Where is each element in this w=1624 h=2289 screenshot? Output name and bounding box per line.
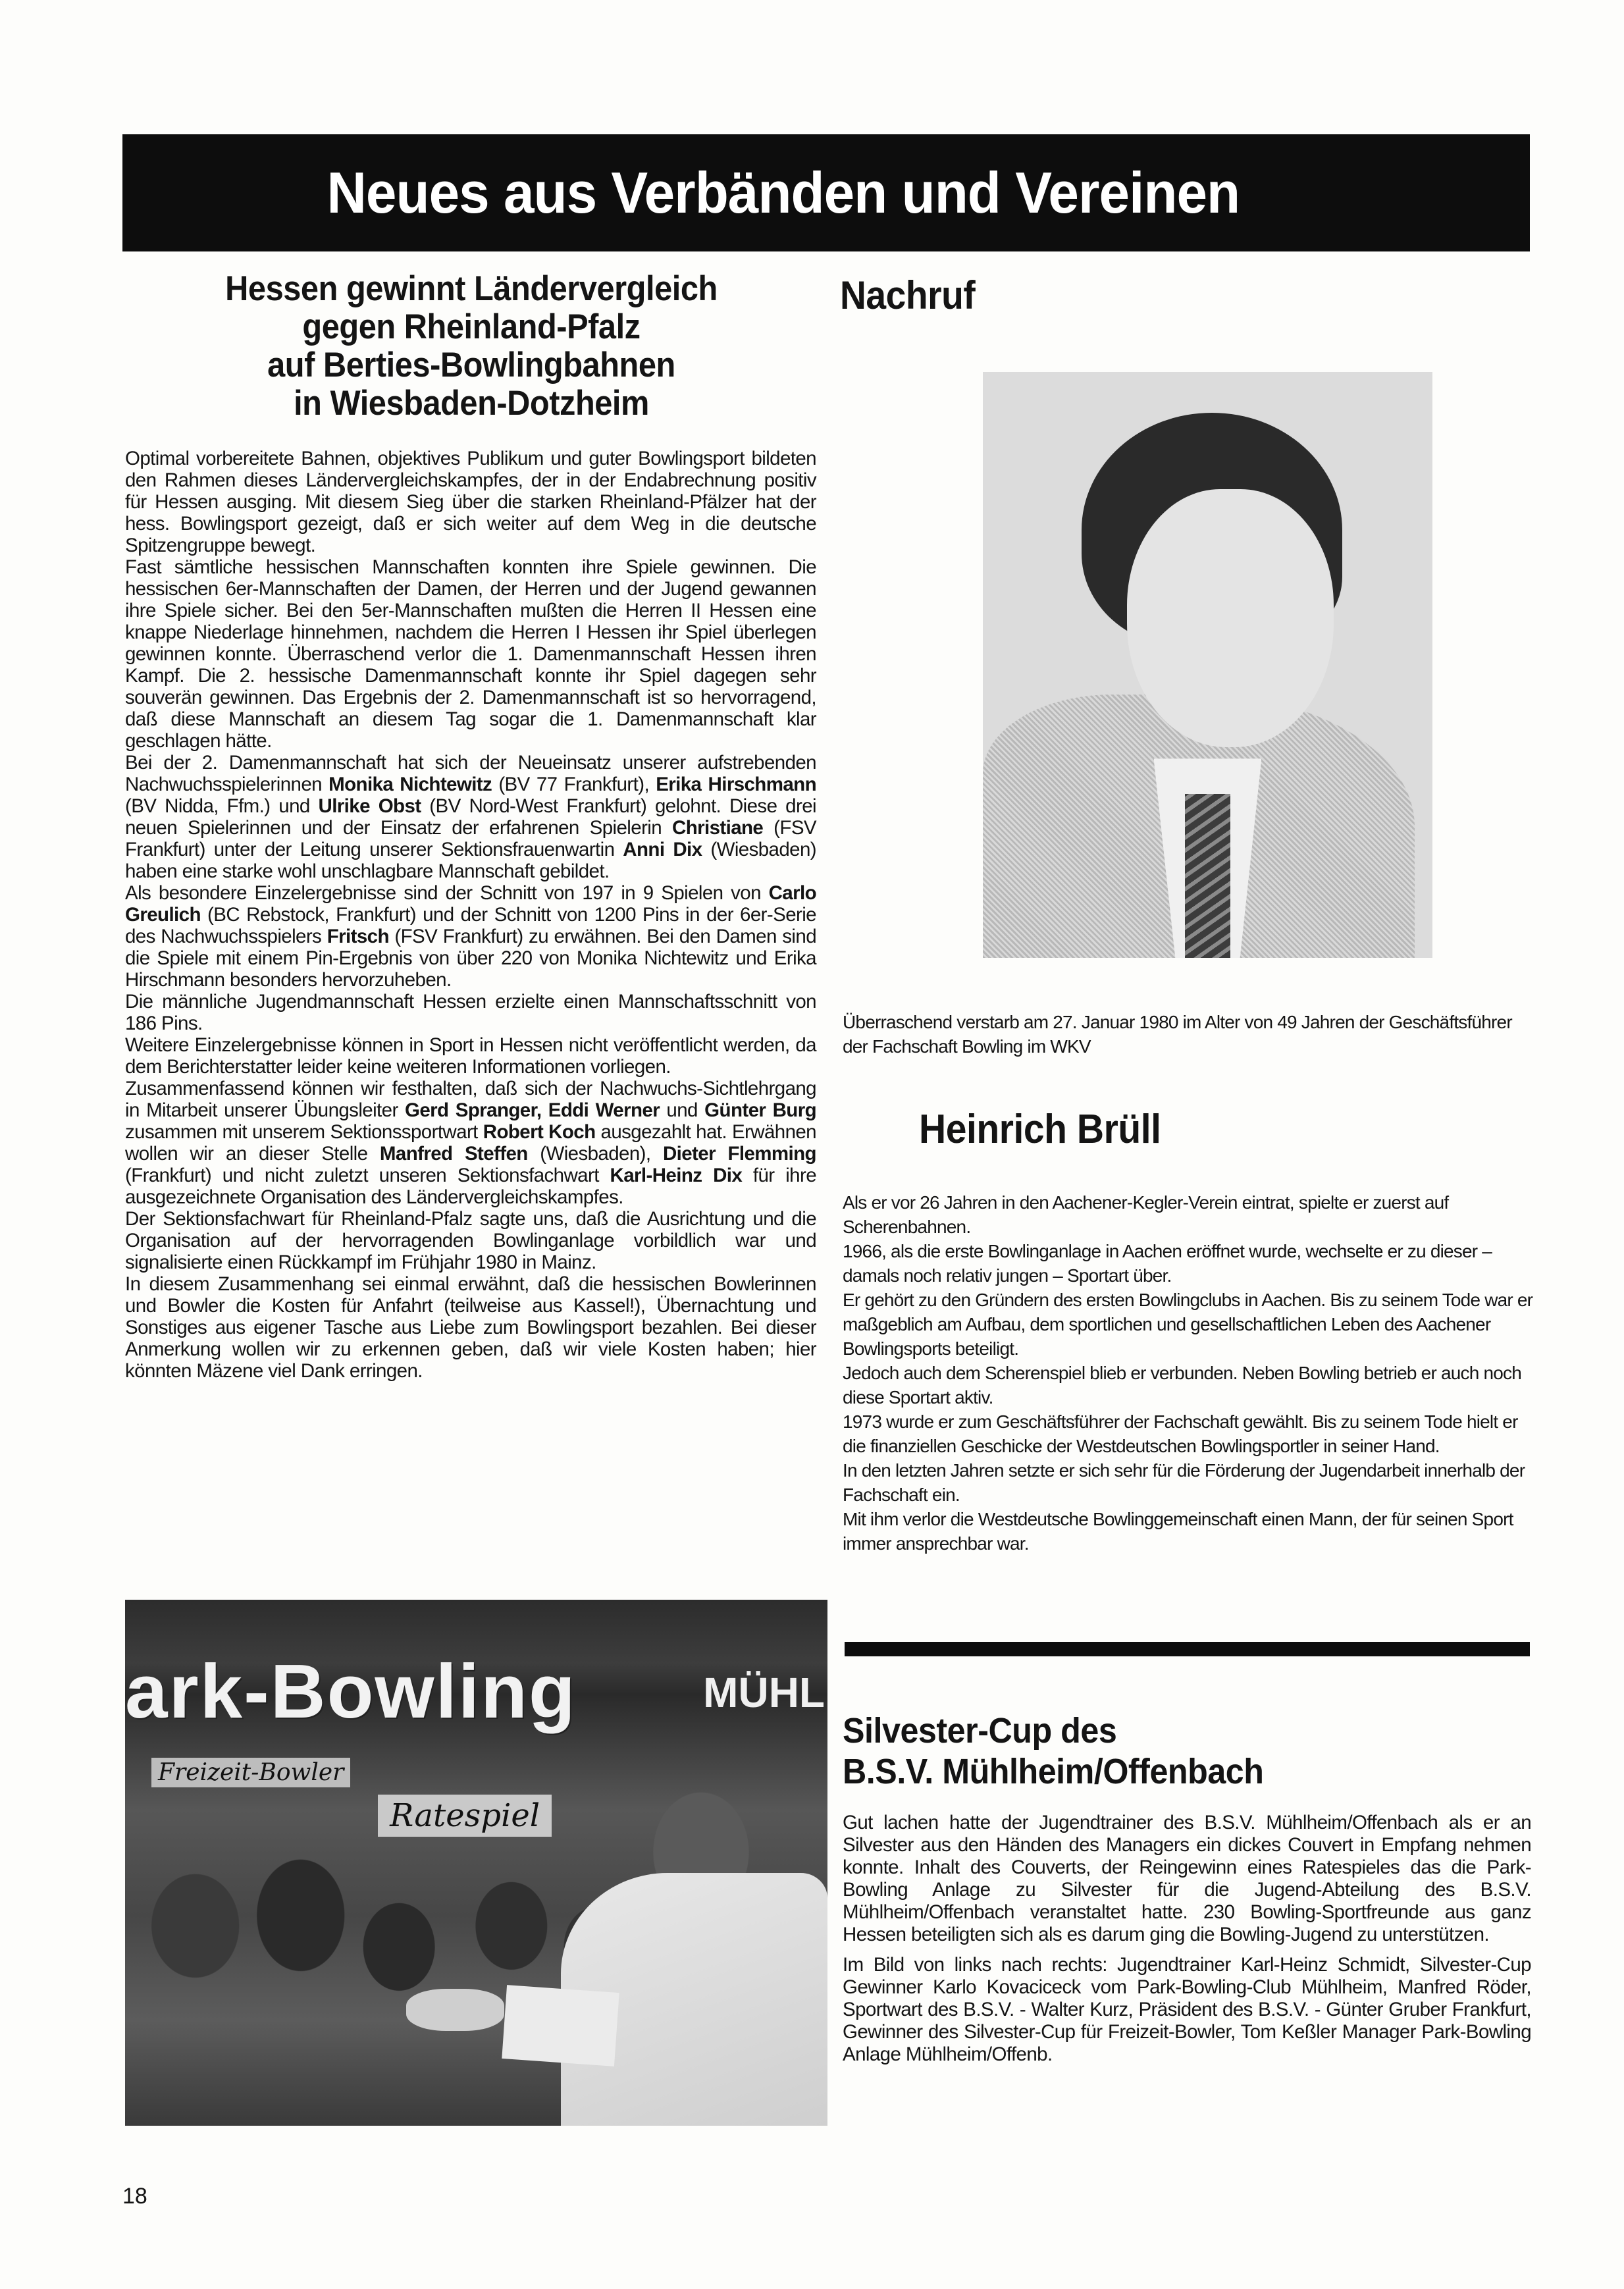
person-name: Karl-Heinz Dix [610,1165,743,1186]
text-run: für ihre ausgezeichnete Organisation des Ländervergleichskampfes. [125,1165,817,1208]
text-run: Optimal vorbereitete Bahnen, objektives Publikum und guter Bowlingsport bildeten den Rahmen dieses Ländervergleichskampfes, der in der Endabrechnung positiv für Hessen ausging. Mit diesem Sieg über die starken Rheinland-Pfälzer hat der hess. Bowlingsport gezeigt, daß er sich weiter auf dem Weg in die deutsche Spitzengruppe bewegt. [125,448,816,556]
photo-sign-muhl: MÜHL [703,1668,825,1716]
silvester-paragraph-photo-caption: Im Bild von links nach rechts: Jugendtrainer Karl-Heinz Schmidt, Silvester-Cup Gewinner Karlo Kovaciceck vom Park-Bowling-Club Mühlheim, Manfred Röder, Sportwart des B.S.V. - Walter Kurz, Präsident des B.S.V. - Günter Gruber Frankfurt, Gewinner des Silvester-Cup für Freizeit-Bowler, Tom Keßler Manager Park-Bowling Anlage Mühlheim/Offenb. [843,1954,1531,2065]
article-paragraph [125,1078,816,1208]
person-name: Erika Hirschmann [656,774,817,795]
person-name: Christiane [671,817,764,839]
person-name: Monika Nichtewitz [328,774,492,795]
text-run: (BC Rebstock, Frankfurt) und der Schnitt von 1200 Pins in der 6er-Serie des Nachwuchsspielers [125,904,816,947]
text-run: (Frankfurt) und nicht zuletzt unseren Sektionsfachwart [125,1165,610,1186]
text-run: Als besondere Einzelergebnisse sind der Schnitt von 197 in 9 Spielen von [125,882,769,904]
text-run: (FSV Frankfurt) zu erwähnen. Bei den Damen sind die Spiele mit einem Pin-Ergebnis von über 220 von Monika Nichtewitz und Erika Hirschmann besonders hervorzuheben. [125,926,816,991]
person-name: Fritsch [327,926,389,947]
text-run: (BV Nidda, Ffm.) und [125,795,319,817]
left-article [122,270,820,423]
obituary-caption: Überraschend verstarb am 27. Januar 1980 im Alter von 49 Jahren der Geschäftsführer der Fachschaft Bowling im WKV [843,1012,1512,1057]
article-paragraph [125,1273,816,1382]
text-run: Die männliche Jugendmannschaft Hessen erzielte einen Mannschaftsschnitt von 186 Pins. [125,991,816,1034]
article-paragraph [125,556,816,752]
obituary-paragraph: Er gehört zu den Gründern des ersten Bowlingclubs in Aachen. Bis zu seinem Tode war er maßgeblich am Aufbau, dem sportlichen und gesellschaftlichen Leben des Aachener Bowlingsports beteiligt. [843,1290,1533,1359]
page-number: 18 [122,2184,147,2209]
obituary-title: Nachruf [840,273,976,317]
photo-sign-freizeit: Freizeit-Bowler [151,1758,350,1787]
person-name: Manfred Steffen [379,1143,528,1165]
person-name: Gerd Spranger, Eddi Werner [405,1099,660,1121]
text-run: (BV 77 Frankfurt), [492,774,656,795]
silvester-paragraph: Gut lachen hatte der Jugendtrainer des B.S.V. Mühlheim/Offenbach als er an Silvester aus den Händen des Managers ein dickes Couvert in Empfang nehmen konnte. Inhalt des Couverts, der Reingewinn eines Ratespieles das die Park-Bowling Anlage zu Silvester für die Jugend-Abteilung des B.S.V. Mühlheim/Offenbach veranstaltet hatte. 230 Bowling-Sportfreunde aus ganz Hessen beteiligten sich als es darum ging die Bowling-Jugend zu unterstützen. [843,1812,1531,1945]
text-run: (Wiesbaden), [527,1143,663,1165]
text-run: Weitere Einzelergebnisse können in Sport in Hessen nicht veröffentlicht werden, da dem Berichterstatter leider keine weiteren Informationen vorliegen. [125,1034,816,1078]
text-run: und [660,1099,705,1121]
text-run: Zusammenfassend können wir festhalten, daß sich der Nachwuchs-Sichtlehrgang in Mitarbeit unserer Übungsleiter [125,1078,816,1121]
person-name: Ulrike Obst [318,795,421,817]
person-name: Dieter Flemming [662,1143,816,1165]
headline-line: auf Berties-Bowlingbahnen [267,346,675,384]
obituary-paragraph: Mit ihm verlor die Westdeutsche Bowlinggemeinschaft einen Mann, der für seinen Sport immer ansprechbar war. [843,1509,1513,1554]
text-run: Fast sämtliche hessischen Mannschaften konnten ihre Spiele gewinnen. Die hessischen 6er-Mannschaften der Damen, der Herren und der Jugend gewannen ihre Spiele sicher. Bei den 5er-Mannschaften mußten die Herren II Hessen eine knappe Niederlage hinnehmen, nachdem die Herren I Hessen ihr Spiel überlegen gewinnen konnte. Überraschend verlor die 1. Damenmannschaft Hessen ihren Kampf. Die 2. hessische Damenmannschaft konnte ihr Spiel dagegen sehr souverän gewinnen. Das Ergebnis der 2. Damenmannschaft ist so hervorragend, daß diese Mannschaft an diesem Tag sogar die 1. Damenmannschaft klar geschlagen hätte. [125,556,816,752]
article-headline [150,270,792,423]
headline-line: gegen Rheinland-Pfalz [302,307,641,346]
article-paragraph [125,991,816,1034]
silvester-headline-line: Silvester-Cup des [843,1711,1117,1750]
headline-line: in Wiesbaden-Dotzheim [294,384,649,423]
obituary-paragraph: In den letzten Jahren setzte er sich sehr für die Förderung der Jugendarbeit innerhalb der Fachschaft ein. [843,1460,1525,1505]
photo-envelope [502,1985,619,2066]
text-run: (Wiesbaden) haben eine starke wohl unschlagbare Mannschaft gebildet. [125,839,816,882]
section-title: Neues aus Verbänden und Vereinen [327,160,1240,225]
text-run: In diesem Zusammenhang sei einmal erwähnt, daß die hessischen Bowlerinnen und Bowler die Kosten für Anfahrt (teilweise aus Kassel!), Übernachtung und Sonstiges aus eigener Tasche aus Liebe zum Bowlingsport bezahlen. Bei dieser Anmerkung wollen wir zu erkennen geben, daß wir viele Kosten haben; hier könnten Mäzene viel Dank erringen. [125,1273,816,1382]
section-divider-rule [845,1642,1530,1656]
article-body [125,448,816,1382]
obituary-paragraph: 1973 wurde er zum Geschäftsführer der Fachschaft gewählt. Bis zu seinem Tode hielt er die finanziellen Geschicke der Westdeutschen Bowlingsportler in seiner Hand. [843,1411,1518,1456]
silvester-headline-line: B.S.V. Mühlheim/Offenbach [843,1752,1264,1791]
person-name: Anni Dix [623,839,702,860]
photo-sign-bowling: ark-Bowling [125,1648,577,1734]
text-run: zusammen mit unserem Sektionssportwart [125,1121,483,1143]
obituary-paragraph: 1966, als die erste Bowlinganlage in Aachen eröffnet wurde, wechselte er zu dieser – damals noch relativ jungen – Sportart über. [843,1241,1492,1286]
text-run: (BV Nord-West Frankfurt) gelohnt. Diese drei neuen Spielerinnen und der Einsatz der erfahrenen Spielerin [125,795,816,839]
text-run: Der Sektionsfachwart für Rheinland-Pfalz sagte uns, daß die Ausrichtung und die Organisation auf der hervorragenden Bowlinganlage vorbildlich war und signalisierte einen Rückkampf im Frühjahr 1980 in Mainz. [125,1208,816,1273]
photo-sign-ratespiel: Ratespiel [378,1795,552,1837]
obituary-body [843,1190,1534,1556]
article-paragraph [125,1034,816,1078]
article-paragraph [125,448,816,556]
photo-handshake [406,1989,504,2031]
text-run: ausgezahlt hat. Erwähnen wollen wir an dieser Stelle [125,1121,816,1165]
silvester-headline [843,1710,1486,1792]
text-run: Bei der 2. Damenmannschaft hat sich der Neueinsatz unserer aufstrebenden Nachwuchsspielerinnen [125,752,816,795]
person-name: Carlo Greulich [125,882,816,926]
obituary-name: Heinrich Brüll [919,1107,1161,1152]
article-paragraph [125,882,816,991]
silvester-body [843,1812,1531,2074]
section-banner [122,134,1530,251]
article-paragraph [125,752,816,882]
person-name: Günter Burg [704,1099,817,1121]
obituary-portrait-photo [983,372,1432,958]
person-name: Robert Koch [483,1121,596,1143]
text-run: (FSV Frankfurt) unter der Leitung unserer Sektionsfrauenwartin [125,817,816,860]
portrait-tie [1185,794,1230,958]
bowling-award-photo [125,1600,827,2126]
obituary-paragraph: Als er vor 26 Jahren in den Aachener-Kegler-Verein eintrat, spielte er zuerst auf Scherenbahnen. [843,1192,1449,1237]
headline-line: Hessen gewinnt Ländervergleich [225,269,718,308]
obituary-paragraph: Jedoch auch dem Scherenspiel blieb er verbunden. Neben Bowling betrieb er auch noch diese Sportart aktiv. [843,1363,1521,1408]
article-paragraph [125,1208,816,1273]
portrait-face [1127,489,1334,747]
